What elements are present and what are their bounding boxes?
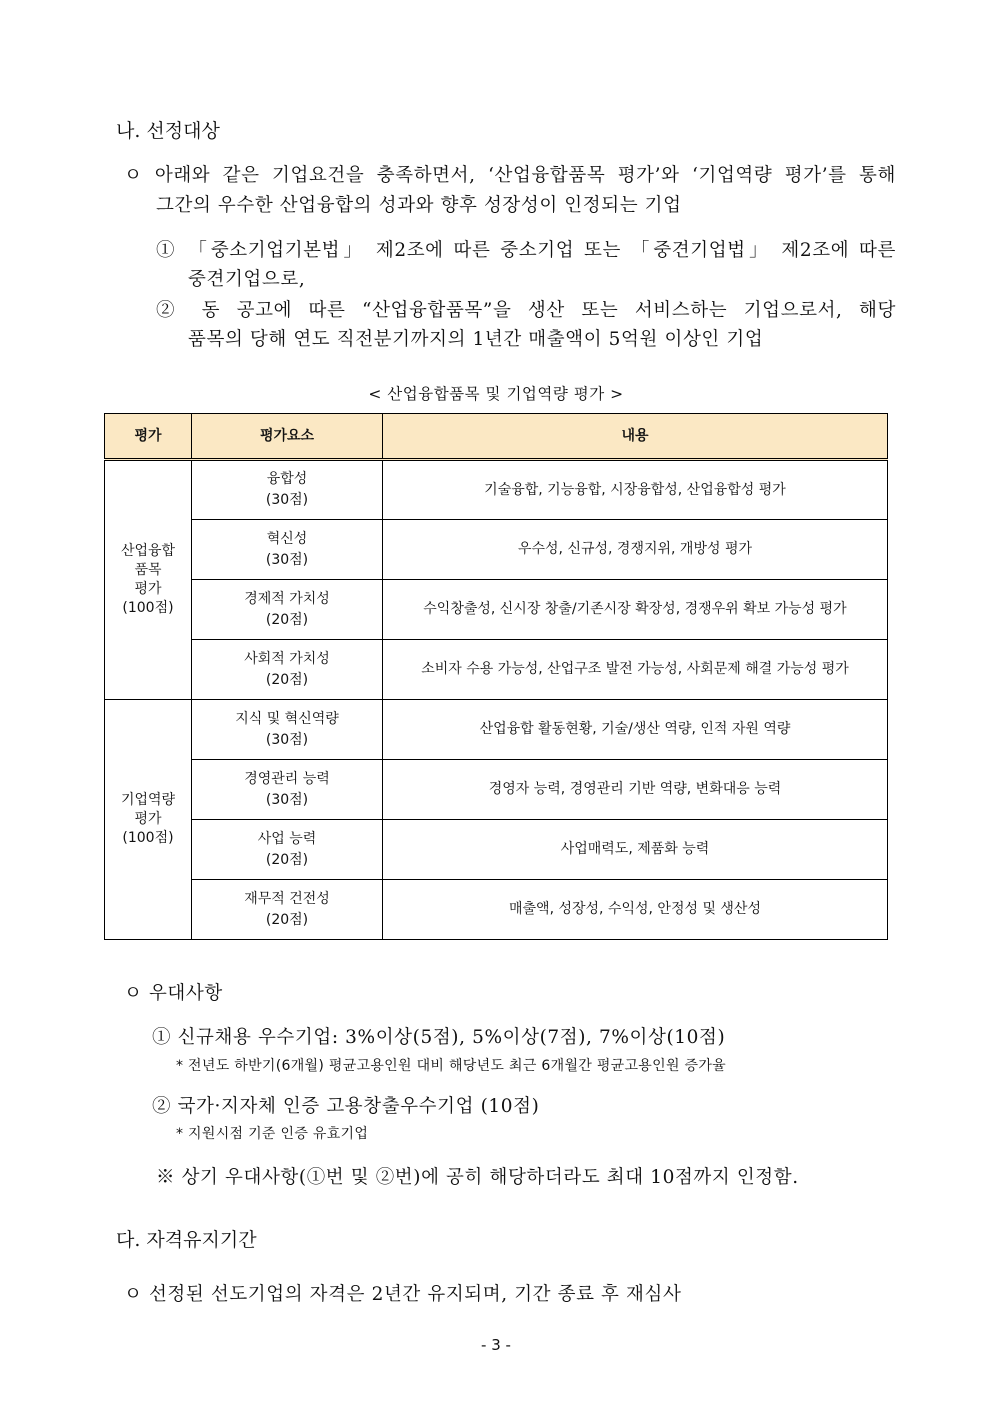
element-score: (20점) (265, 611, 309, 628)
content-cell: 기술융합, 기능융합, 시장융합성, 산업융합성 평가 (383, 460, 888, 520)
table-row (105, 580, 888, 640)
element-name: 지식 및 혁신역량 (235, 710, 339, 727)
category-line: 산업융합 (120, 543, 176, 559)
category-line: (100점) (122, 600, 174, 616)
element-cell (192, 760, 383, 820)
preference-item1-note: * 전년도 하반기(6개월) 평균고용인원 대비 해당년도 최근 6개월간 평균고용인원 증가율 (176, 1058, 727, 1074)
element-name: 경영관리 능력 (244, 770, 330, 787)
element-score: (30점) (265, 551, 309, 568)
preference-title: ㅇ 우대사항 (124, 983, 223, 1004)
category-product-evaluation (105, 460, 192, 700)
header-element: 평가요소 (192, 414, 383, 460)
table-row (105, 640, 888, 700)
element-cell (192, 880, 383, 940)
header-content: 내용 (383, 414, 888, 460)
element-cell (192, 460, 383, 520)
element-cell (192, 700, 383, 760)
category-line: 평가 (134, 581, 162, 597)
table-row (105, 880, 888, 940)
content-cell: 산업융합 활동현황, 기술/생산 역량, 인적 자원 역량 (383, 700, 888, 760)
category-line: 평가 (134, 811, 162, 827)
element-cell (192, 820, 383, 880)
category-line: 기업역량 (120, 792, 176, 808)
element-cell (192, 640, 383, 700)
element-name: 혁신성 (266, 530, 308, 547)
table-header-row (105, 414, 888, 460)
header-evaluation: 평가 (105, 414, 192, 460)
section-b-heading: 나. 선정대상 (116, 120, 220, 142)
preference-item1: ① 신규채용 우수기업: 3%이상(5점), 5%이상(7점), 7%이상(10점) (152, 1027, 726, 1048)
element-name: 재무적 건전성 (244, 890, 330, 907)
content-cell: 수익창출성, 신시장 창출/기존시장 확장성, 경쟁우위 확보 가능성 평가 (383, 580, 888, 640)
selection-bullet-line1: ㅇ 아래와 같은 기업요건을 충족하면서, ‘산업융합품목 평가’와 ‘기업역량 평가’를 통해 (124, 165, 896, 186)
element-score: (30점) (265, 492, 309, 508)
page-number: - 3 - (481, 1336, 511, 1354)
table-row (105, 760, 888, 820)
element-score: (20점) (265, 911, 309, 928)
element-score: (20점) (265, 851, 309, 868)
table-row (105, 460, 888, 520)
preference-item2: ② 국가·지자체 인증 고용창출우수기업 (10점) (152, 1096, 540, 1117)
qualification-bullet: ㅇ 선정된 선도기업의 자격은 2년간 유지되며, 기간 종료 후 재심사 (124, 1284, 682, 1305)
element-score: (30점) (265, 731, 309, 748)
table-row (105, 520, 888, 580)
content-cell: 경영자 능력, 경영관리 기반 역량, 변화대응 능력 (383, 760, 888, 820)
content-cell: 소비자 수용 가능성, 산업구조 발전 가능성, 사회문제 해결 가능성 평가 (383, 640, 888, 700)
element-score: (20점) (265, 671, 309, 688)
element-score: (30점) (265, 791, 309, 808)
preference-remark: ※ 상기 우대사항(①번 및 ②번)에 공히 해당하더라도 최대 10점까지 인정함. (156, 1167, 799, 1188)
category-company-capability (105, 700, 192, 940)
element-name: 사업 능력 (257, 830, 317, 847)
preference-item2-note: * 지원시점 기준 인증 유효기업 (176, 1126, 369, 1142)
condition1-line2: 중견기업으로, (188, 269, 306, 290)
table-caption: < 산업융합품목 및 기업역량 평가 > (368, 385, 624, 403)
selection-bullet-line2: 그간의 우수한 산업융합의 성과와 향후 성장성이 인정되는 기업 (156, 195, 682, 216)
table-row (105, 700, 888, 760)
condition2-line1: ② 동 공고에 따른 “산업융합품목”을 생산 또는 서비스하는 기업으로서, 해당 (156, 300, 896, 321)
category-line: (100점) (122, 830, 174, 846)
condition1-line1: ① 「중소기업기본법」 제2조에 따른 중소기업 또는 「중견기업법」 제2조에 따른 (156, 240, 896, 261)
category-line: 품목 (134, 562, 162, 578)
table-row (105, 820, 888, 880)
condition2-line2: 품목의 당해 연도 직전분기까지의 1년간 매출액이 5억원 이상인 기업 (188, 329, 764, 350)
evaluation-table (104, 413, 888, 940)
element-name: 경제적 가치성 (244, 590, 330, 607)
section-c-heading: 다. 자격유지기간 (116, 1229, 257, 1251)
content-cell: 우수성, 신규성, 경쟁지위, 개방성 평가 (383, 520, 888, 580)
element-name: 융합성 (266, 471, 308, 487)
content-cell: 매출액, 성장성, 수익성, 안정성 및 생산성 (383, 880, 888, 940)
element-cell (192, 520, 383, 580)
content-cell: 사업매력도, 제품화 능력 (383, 820, 888, 880)
element-name: 사회적 가치성 (244, 650, 330, 667)
element-cell (192, 580, 383, 640)
